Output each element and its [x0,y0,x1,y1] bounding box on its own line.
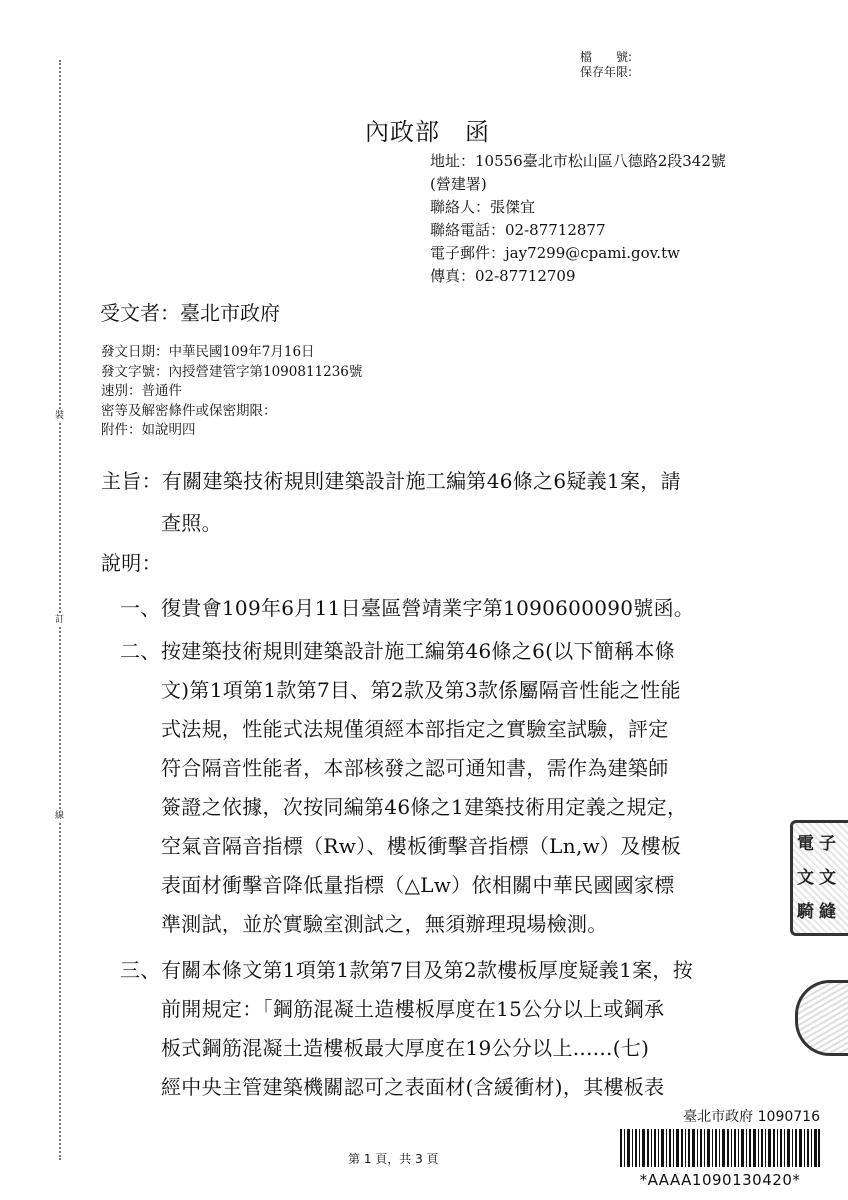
binding-mark-zhuang: 裝 [55,411,65,421]
item-line: 簽證之依據，次按同編第46條之1建築技術用定義之規定， [161,795,688,819]
item-line: 有關本條文第1項第1款第7目及第2款樓板厚度疑義1案，按 [161,958,694,982]
receipt-office-stamp: 臺北市政府 1090716 [683,1109,820,1125]
item-line: 文)第1項第1款第7目、第2款及第3款係屬隔音性能之性能 [161,678,681,702]
item-line: 表面材衝擊音降低量指標（△Lw）依相關中華民國國家標 [161,873,675,897]
item-line: 式法規，性能式法規僅須經本部指定之實驗室試驗，評定 [161,717,669,741]
binding-mark-xian: 線 [55,811,65,821]
item-line: 經中央主管建築機關認可之表面材(含緩衝材)，其樓板表 [161,1075,665,1099]
delivery-speed: 速別：普通件 [101,383,182,399]
stamp-char: 騎 [797,902,814,922]
contact-phone: 聯絡電話：02-87712877 [430,221,606,239]
retention-period-label: 保存年限: [580,65,633,79]
attachment: 附件：如說明四 [101,422,196,438]
subject-line-1: 主旨：有關建築技術規則建築設計施工編第46條之6疑義1案，請 [101,469,681,493]
round-seal-stamp [795,980,848,1056]
barcode-image [620,1129,820,1167]
file-number-label: 檔 號: [580,50,633,64]
document-meta [101,343,362,441]
sender-address-agency: (營建署) [430,175,487,193]
barcode-number: *AAAA1090130420* [639,1171,801,1189]
item-line: 符合隔音性能者，本部核發之認可通知書，需作為建築師 [161,756,669,780]
stamp-char: 縫 [819,902,836,922]
explanation-label: 說明： [101,551,162,575]
archive-block [580,50,632,80]
page-number: 第 1 頁，共 3 頁 [348,1152,439,1166]
binding-dotted-line [59,60,61,1160]
contact-person: 聯絡人：張傑宜 [430,198,536,216]
item-number: 二、 [120,639,161,663]
contact-fax: 傳真：02-87712709 [430,267,576,285]
sender-contact-block [430,150,726,288]
item-number: 三、 [120,958,161,982]
electronic-document-seal-stamp [790,820,848,936]
item-line: 前開規定：「鋼筋混凝土造樓板厚度在15公分以上或鋼承 [161,997,665,1021]
recipient: 受文者：臺北市政府 [100,301,280,325]
item-line: 按建築技術規則建築設計施工編第46條之6(以下簡稱本條 [161,639,676,663]
document-title: 內政部 函 [365,118,490,146]
item-line: 板式鋼筋混凝土造樓板最大厚度在19公分以上......(七) [161,1036,650,1060]
confidentiality: 密等及解密條件或保密期限： [101,402,277,419]
item-line: 空氣音隔音指標（Rw）、樓板衝擊音指標（Ln,w）及樓板 [161,834,682,858]
item-number: 一、 [120,596,161,620]
receipt-block [620,1106,820,1189]
item-line: 復貴會109年6月11日臺區營靖業字第1090600090號函。 [161,596,695,620]
item-line: 準測試，並於實驗室測試之，無須辦理現場檢測。 [161,912,608,936]
binding-mark-ding: 訂 [55,615,65,625]
subject-line-2: 查照。 [161,511,222,535]
stamp-char: 文 [797,868,814,888]
contact-email: 電子郵件：jay7299@cpami.gov.tw [430,244,680,262]
sender-address: 地址：10556臺北市松山區八德路2段342號 [430,152,726,170]
stamp-char: 文 [819,868,836,888]
stamp-char: 子 [819,834,836,854]
stamp-char: 電 [797,834,814,854]
document-number: 發文字號：內授營建管字第1090811236號 [101,363,363,380]
issue-date: 發文日期：中華民國109年7月16日 [101,344,315,360]
